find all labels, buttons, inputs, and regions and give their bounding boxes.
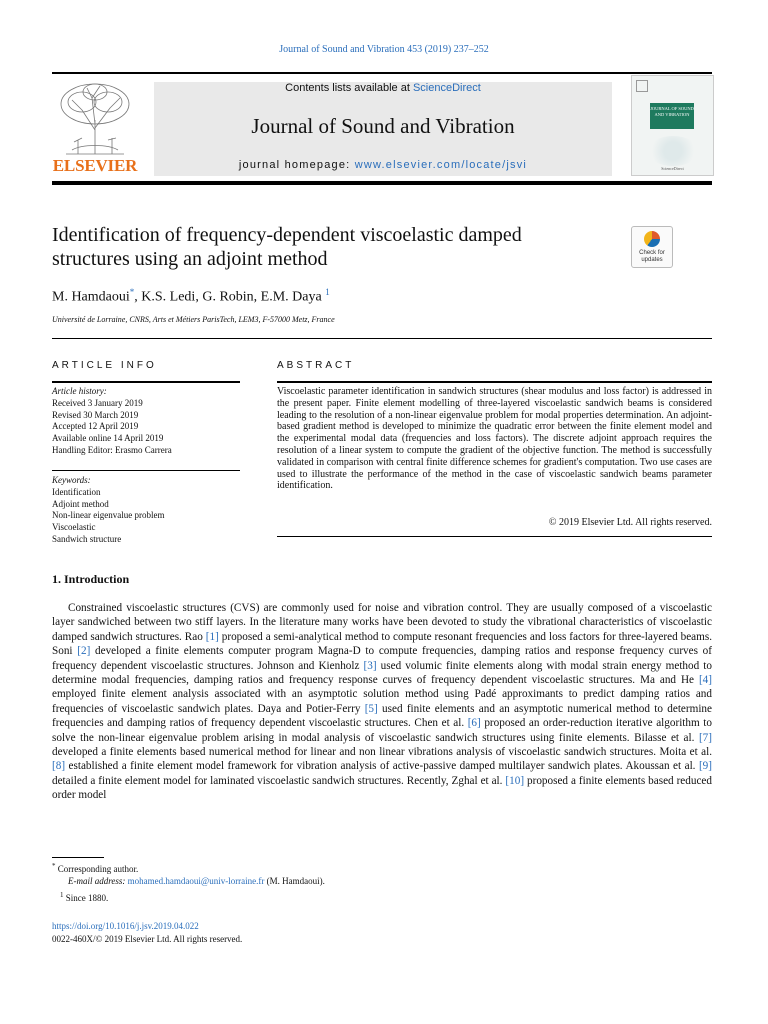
abstract-text: Viscoelastic parameter identification in sandwich structures (shear modulus and loss factor) is addressed in the present paper. Finite element modelling of three-layered viscoelastic sandwich beams is considered leading to the resolution of a non-linear eigenvalue problem for modal properties determination. An adjoint-based gradient method is developed to minimize the quadratic error between the finite element model and the experimental modal data (frequencies and loss factors). The discrete adjoint approach requires the resolution of a linear system to compute the gradient of the objective function. The method is successfully validated in comparison with central finite difference schemes for gradient's computation. Two use cases are used to illustrate the performance of the method in the case of viscoelastic sandwich beams parameter identification. bbox=[277, 386, 712, 492]
citation-ref-link[interactable]: [3] bbox=[363, 659, 377, 672]
citation-ref-link[interactable]: [6] bbox=[467, 717, 481, 730]
article-title-line: Identification of frequency-dependent viscoelastic damped bbox=[52, 224, 522, 246]
footnote-mark: 1 bbox=[60, 891, 64, 899]
sciencedirect-link[interactable]: ScienceDirect bbox=[412, 82, 481, 94]
footnote-text: Since 1880. bbox=[65, 893, 109, 903]
contents-prefix: Contents lists available at bbox=[285, 82, 410, 94]
intro-text-run: established a finite element model framework for vibration analysis of active-passive damped multilayer sandwich plates. Akoussan et al. bbox=[65, 760, 699, 773]
author-name: M. Hamdaoui bbox=[52, 289, 130, 305]
history-item: Revised 30 March 2019 bbox=[52, 409, 139, 420]
citation-ref-link[interactable]: [10] bbox=[505, 774, 525, 787]
keyword: Sandwich structure bbox=[52, 533, 122, 544]
footnote-corresponding bbox=[52, 861, 138, 875]
keyword: Viscoelastic bbox=[52, 522, 96, 533]
journal-cover-thumbnail[interactable] bbox=[631, 75, 714, 176]
history-item: Received 3 January 2019 bbox=[52, 397, 143, 408]
cover-footer: ScienceDirect bbox=[661, 166, 684, 171]
history-item: Accepted 12 April 2019 bbox=[52, 421, 139, 432]
contents-line bbox=[154, 82, 612, 94]
badge-label-line: Check for bbox=[639, 250, 665, 256]
corresponding-author-mark[interactable]: * bbox=[129, 287, 135, 297]
footnote-mark[interactable]: 1 bbox=[325, 287, 330, 297]
badge-label bbox=[632, 250, 672, 264]
author-list: M. Hamdaoui*, K.S. Ledi, G. Robin, E.M. Daya $^1$ bbox=[52, 287, 330, 305]
article-info-rule bbox=[52, 381, 240, 383]
author-name: E.M. Daya bbox=[260, 289, 322, 305]
citation-ref-link[interactable]: [9] bbox=[698, 760, 712, 773]
history-item: Handling Editor: Erasmo Carrera bbox=[52, 444, 172, 455]
citation-ref-link[interactable]: [5] bbox=[364, 702, 378, 715]
abstract-heading: ABSTRACT bbox=[277, 360, 355, 371]
introduction-paragraph bbox=[52, 601, 712, 803]
author-name: K.S. Ledi bbox=[141, 289, 196, 305]
history-item: Available online 14 April 2019 bbox=[52, 433, 164, 444]
article-info-divider bbox=[52, 470, 240, 471]
header-bottom-rule bbox=[52, 181, 712, 185]
author-name: G. Robin bbox=[202, 289, 254, 305]
cover-emblem-icon bbox=[636, 80, 648, 92]
journal-citation[interactable]: Journal of Sound and Vibration 453 (2019) 237–252 bbox=[279, 44, 489, 55]
footnote-rule bbox=[52, 857, 104, 858]
affiliation: Université de Lorraine, CNRS, Arts et Métiers ParisTech, LEM3, F-57000 Metz, France bbox=[52, 315, 335, 324]
abstract-bottom-rule bbox=[277, 536, 712, 537]
journal-homepage bbox=[154, 159, 612, 171]
citation-ref-link[interactable]: [1] bbox=[205, 630, 219, 643]
doi-link[interactable]: https://doi.org/10.1016/j.jsv.2019.04.022 bbox=[52, 921, 199, 931]
introduction-body bbox=[52, 601, 712, 803]
abstract-rule bbox=[277, 381, 712, 383]
footnote-1 bbox=[60, 890, 108, 904]
introduction-heading: 1. Introduction bbox=[52, 572, 130, 586]
cover-title-box bbox=[650, 103, 694, 129]
citation-ref-link[interactable]: [7] bbox=[698, 731, 712, 744]
citation-ref-link[interactable]: [2] bbox=[77, 645, 91, 658]
email-link[interactable]: mohamed.hamdaoui@univ-lorraine.fr bbox=[127, 876, 265, 886]
intro-text-run: developed a finite elements based numerical method for linear and non linear vibrations analysis of viscoelastic sandwich structures. Moita et al. bbox=[52, 746, 712, 759]
keywords-label: Keywords: bbox=[52, 475, 91, 485]
footnote-email bbox=[68, 876, 325, 887]
footnote-mark: * bbox=[52, 862, 56, 870]
keyword: Non-linear eigenvalue problem bbox=[52, 510, 165, 521]
intro-text-run: employed finite element analysis associated with an asymptotic solution method using Padé approximants to predict damping ratios and frequencies of viscoelastic sandwich plates. Daya and Potier-Ferry bbox=[52, 688, 712, 715]
check-for-updates-badge[interactable] bbox=[631, 226, 673, 268]
history-label: Article history: bbox=[52, 386, 107, 396]
keyword: Identification bbox=[52, 486, 101, 497]
badge-label-line: updates bbox=[641, 257, 663, 263]
intro-text-run: proposed a semi-analytical method to compute resonant frequencies and loss factors for three-layered beams. Soni bbox=[52, 630, 713, 658]
keyword: Adjoint method bbox=[52, 498, 109, 509]
intro-text-run: proposed a finite elements based reduced order model bbox=[52, 774, 712, 802]
keywords bbox=[52, 475, 240, 546]
article-history bbox=[52, 386, 240, 457]
email-label: E-mail address: bbox=[68, 876, 126, 886]
article-title bbox=[52, 223, 612, 271]
article-title-line: structures using an adjoint method bbox=[52, 248, 328, 270]
intro-text-run: used finite elements and an asymptotic numerical method to determine frequencies and damping ratios of frequency dependent viscoelastic structures. Chen et al. bbox=[52, 702, 712, 730]
intro-text-run: proposed an order-reduction iterative algorithm to solve the non-linear eigenvalue problem arising in modal analysis of viscoelastic sandwich structures using finite elements. Bilasse et al. bbox=[52, 717, 712, 744]
cover-title: JOURNAL OF SOUND AND VIBRATION bbox=[650, 106, 694, 117]
homepage-link[interactable]: www.elsevier.com/locate/jsvi bbox=[354, 159, 528, 171]
intro-text-run: Constrained viscoelastic structures (CVS) are commonly used for noise and vibration control. They are usually composed of a viscoelastic layer sandwiched between two stiff layers. In the literature many works have been devoted to study the vibrational characteristics of viscoelastic damped sandwich structures. Rao bbox=[52, 602, 712, 643]
elsevier-wordmark: ELSEVIER bbox=[52, 156, 138, 175]
intro-text-run: developed a finite elements computer program Magna-D to compute frequencies, damping ratios and response frequency curves of frequency dependent viscoelastic structures. Johnson and Kienholz bbox=[52, 645, 712, 672]
footnote-text: Corresponding author. bbox=[57, 864, 139, 874]
citation-ref-link[interactable]: [4] bbox=[698, 674, 712, 687]
issn-copyright: 0022-460X/© 2019 Elsevier Ltd. All rights reserved. bbox=[52, 934, 243, 944]
citation-ref-link[interactable]: [8] bbox=[52, 760, 66, 773]
homepage-prefix: journal homepage: bbox=[238, 159, 351, 171]
cover-artwork bbox=[647, 136, 699, 166]
header-top-rule bbox=[52, 72, 712, 74]
intro-text-run: used volumic finite elements along with modal strain energy method to determine modal frequencies, damping ratios and frequency response curves of frequency dependent viscoelastic structures. Ma and He bbox=[52, 659, 712, 687]
crossmark-icon bbox=[644, 231, 660, 247]
article-info-heading: ARTICLE INFO bbox=[52, 360, 157, 371]
section-rule bbox=[52, 338, 712, 339]
intro-text-run: detailed a finite element model for laminated viscoelastic sandwich structures. Recently, Zghal et al. bbox=[52, 774, 506, 787]
email-suffix: (M. Hamdaoui). bbox=[266, 876, 325, 886]
abstract-copyright: © 2019 Elsevier Ltd. All rights reserved. bbox=[548, 517, 712, 528]
journal-title: Journal of Sound and Vibration bbox=[251, 114, 515, 138]
